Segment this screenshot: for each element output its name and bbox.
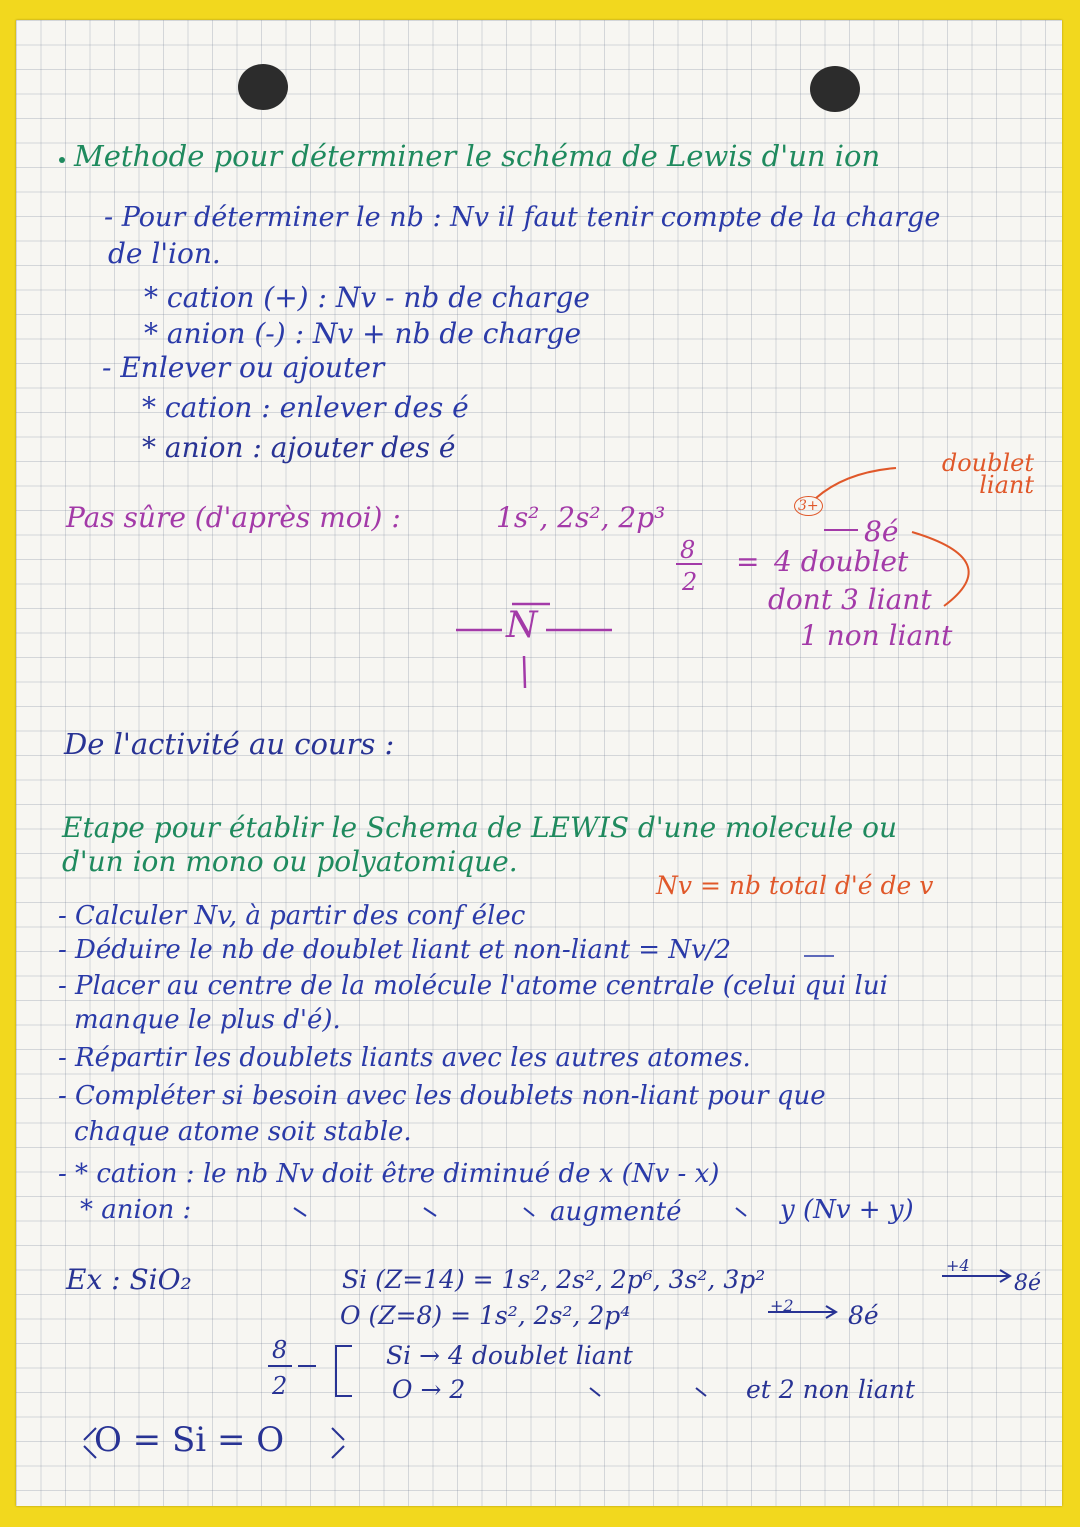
dont-liant: dont 3 liant bbox=[768, 583, 932, 616]
ink-strokes bbox=[16, 20, 1062, 1506]
o-line-end: et 2 non liant bbox=[746, 1375, 915, 1404]
step-title-1: Etape pour établir le Schema de LEWIS d'une molecule ou bbox=[62, 811, 898, 844]
step-2: - Déduire le nb de doublet liant et non-liant = Nv/2 bbox=[58, 935, 732, 965]
o-config: O (Z=8) = 1s², 2s², 2p⁴ bbox=[340, 1301, 631, 1330]
unsure-label: Pas sûre (d'après moi) : bbox=[66, 501, 401, 534]
o-arrow-label: +2 bbox=[770, 1296, 794, 1315]
doublet-liant-note: doublet liant bbox=[941, 449, 1034, 499]
si-config: Si (Z=14) = 1s², 2s², 2p⁶, 3s², 3p² bbox=[342, 1265, 766, 1294]
fraction-num: 8 bbox=[680, 536, 696, 564]
rule-line-2: de l'ion. bbox=[108, 237, 221, 270]
eight-electrons: 8é bbox=[864, 515, 899, 548]
rule-cation: * cation (+) : Nv - nb de charge bbox=[144, 281, 590, 314]
unsure-config: 1s², 2s², 2p³ bbox=[496, 501, 666, 534]
equals-sign: = bbox=[736, 545, 760, 578]
doublet-count: 4 doublet bbox=[774, 545, 909, 578]
title: Methode pour déterminer le schéma de Lewis d'un ion bbox=[74, 139, 881, 173]
anion-rule-formula: y (Nv + y) bbox=[780, 1195, 914, 1225]
fraction-den: 2 bbox=[682, 568, 698, 596]
step-title-2: d'un ion mono ou polyatomique. bbox=[62, 845, 518, 878]
step-4: - Répartir les doublets liants avec les autres atomes. bbox=[58, 1043, 751, 1073]
o-result: 8é bbox=[848, 1301, 879, 1330]
example-label: Ex : SiO₂ bbox=[66, 1263, 192, 1296]
note-card bbox=[16, 20, 1062, 1506]
example-frac-num: 8 bbox=[272, 1336, 288, 1364]
section-heading: De l'activité au cours : bbox=[64, 727, 395, 761]
o-line: O → 2 bbox=[392, 1375, 466, 1404]
lewis-atom-n: N bbox=[506, 605, 538, 646]
rule-anion-add: * anion : ajouter des é bbox=[142, 431, 456, 464]
rule-line-1: - Pour déterminer le nb : Nv il faut tenir compte de la charge bbox=[104, 202, 941, 233]
step-1: - Calculer Nv, à partir des conf élec bbox=[58, 901, 526, 931]
non-liant: 1 non liant bbox=[800, 619, 953, 652]
rule-cation-remove: * cation : enlever des é bbox=[142, 391, 469, 424]
charge-badge: 3+ bbox=[794, 496, 823, 516]
nv-definition: Nv = nb total d'é de v bbox=[656, 871, 934, 900]
step-3b: manque le plus d'é). bbox=[74, 1005, 341, 1035]
sio2-lewis: O = Si = O bbox=[94, 1420, 285, 1460]
anion-rule-label: * anion : bbox=[80, 1195, 192, 1225]
rule-remove-add: - Enlever ou ajouter bbox=[102, 351, 385, 384]
anion-rule-augmente: augmenté bbox=[550, 1197, 682, 1227]
rule-anion: * anion (-) : Nv + nb de charge bbox=[144, 317, 582, 350]
example-frac-den: 2 bbox=[272, 1372, 288, 1400]
step-3a: - Placer au centre de la molécule l'atome centrale (celui qui lui bbox=[58, 971, 888, 1001]
si-result: 8é bbox=[1014, 1271, 1042, 1296]
si-arrow-label: +4 bbox=[946, 1256, 970, 1275]
si-line: Si → 4 doublet liant bbox=[386, 1341, 633, 1370]
step-5a: - Compléter si besoin avec les doublets non-liant pour que bbox=[58, 1081, 826, 1111]
cation-rule: - * cation : le nb Nv doit être diminué de x (Nv - x) bbox=[58, 1159, 720, 1189]
step-5b: chaque atome soit stable. bbox=[74, 1117, 412, 1147]
